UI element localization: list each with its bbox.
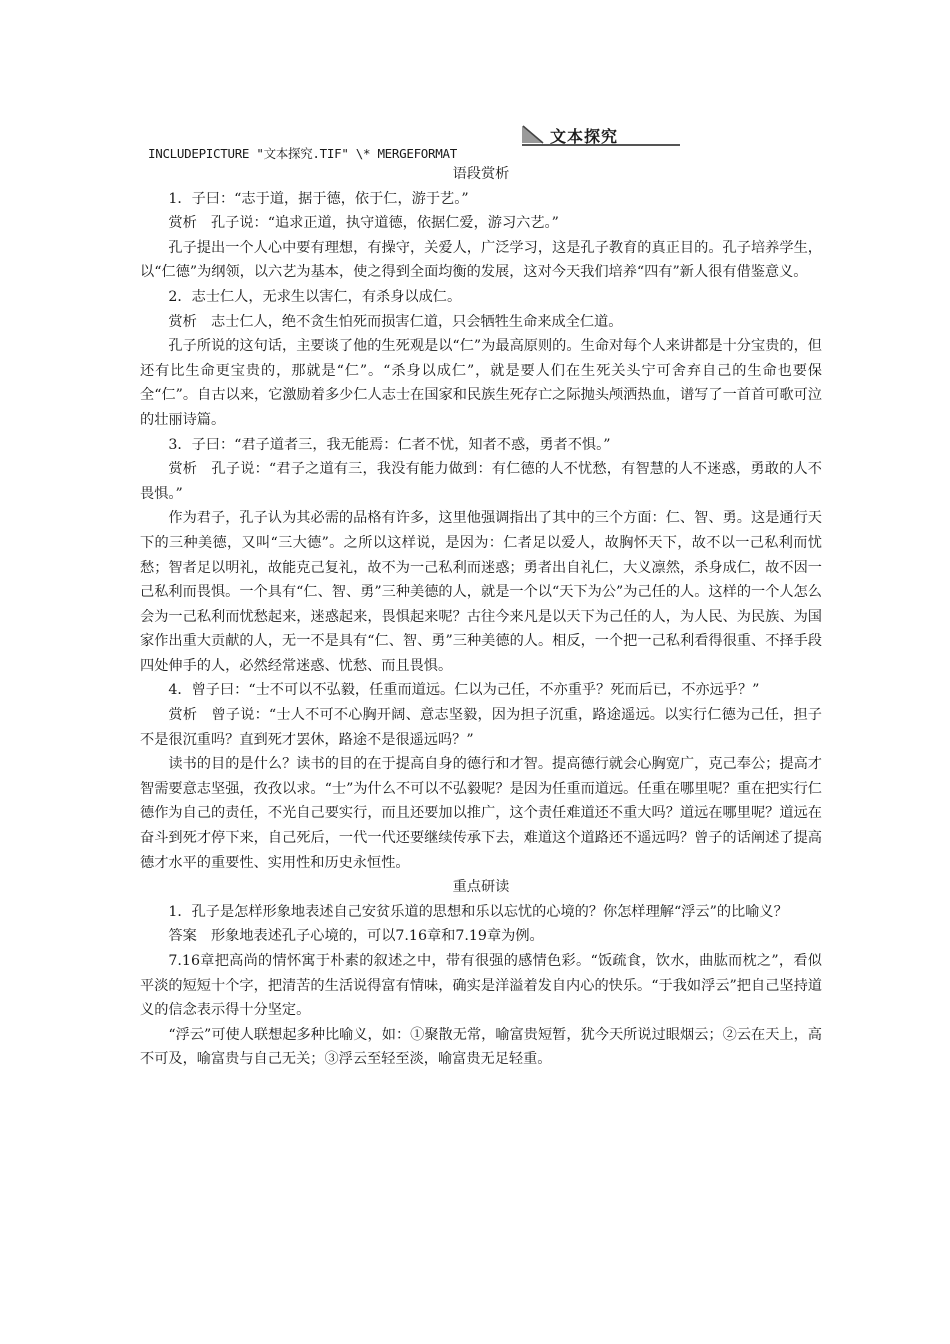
section-heading-key-reading: 重点研读: [452, 879, 510, 896]
paragraph: 赏析 孔子说：“君子之道有三，我没有能力做到：有仁德的人不忧愁，有智慧的人不迷惑，勇敢的人不畏惧。”: [140, 461, 822, 502]
paragraph: 赏析 曾子说：“士人不可不心胸开阔、意志坚毅，因为担子沉重，路途遥远。以实行仁德为己任，担子不是很沉重吗？直到死才罢休，路途不是很遥远吗？”: [140, 707, 822, 748]
paragraph: 3．子曰：“君子道者三，我无能焉：仁者不忧，知者不惑，勇者不惧。”: [168, 436, 611, 453]
field-code-text: INCLUDEPICTURE "文本探究.TIF" \* MERGEFORMAT: [148, 146, 457, 161]
paragraph: 2．志士仁人，无求生以害仁，有杀身以成仁。: [168, 288, 462, 305]
banner-rule: [522, 144, 680, 146]
paragraph: 读书的目的是什么？读书的目的在于提高自身的德行和才智。提高德行就会心胸宽广，克己奉公；提高才智需要意志坚强，孜孜以求。“士”为什么不可以不弘毅呢？是因为任重而道远。任重在哪里呢？重在把实行仁德作为自己的责任，不光自己要实行，而且还要加以推广，这个责任难道还不重大吗？道远在哪里呢？道远在奋斗到死才停下来，自己死后，一代一代还要继续传承下去，难道这个道路还不遥远吗？曾子的话阐述了提高德才水平的重要性、实用性和历史永恒性。: [140, 756, 822, 871]
paragraph: 孔子所说的这句话，主要谈了他的生死观是以“仁”为最高原则的。生命对每个人来讲都是十分宝贵的，但还有比生命更宝贵的，那就是“仁”。“杀身以成仁”，就是要人们在生死关头宁可舍弃自己的生命也要保全“仁”。自古以来，它激励着多少仁人志士在国家和民族生死存亡之际抛头颅洒热血，谱写了一首首可歌可泣的壮丽诗篇。: [140, 338, 822, 428]
paragraph: 作为君子，孔子认为其必需的品格有许多，这里他强调指出了其中的三个方面：仁、智、勇。这是通行天下的三种美德，又叫“三大德”。之所以这样说，是因为：仁者足以爱人，故胸怀天下，故不以一己私利而忧愁；智者足以明礼，故能克己复礼，故不为一己私利而迷惑；勇者出自礼仁，大义凛然，杀身成仁，故不因一己私利而畏惧。一个具有“仁、智、勇”三种美德的人，就是一个以“天下为公”为己任的人。这样的一个人怎么会为一己私利而忧愁起来，迷惑起来，畏惧起来呢？古往今来凡是以天下为己任的人，为人民、为民族、为国家作出重大贡献的人，无一不是具有“仁、智、勇”三种美德的人。相反，一个把一己私利看得很重、不择手段四处伸手的人，必然经常迷惑、忧愁、而且畏惧。: [140, 510, 822, 674]
paragraph: 4．曾子曰：“士不可以不弘毅，任重而道远。仁以为己任，不亦重乎？死而后已，不亦远乎？”: [168, 682, 760, 699]
document-body: [140, 162, 822, 1072]
paragraph: 孔子提出一个人心中要有理想，有操守，关爱人，广泛学习，这是孔子教育的真正目的。孔子培养学生，以“仁德”为纲领，以六艺为基本，使之得到全面均衡的发展，这对今天我们培养“四有”新人很有借鉴意义。: [140, 239, 822, 281]
paragraph: 1．孔子是怎样形象地表述自己安贫乐道的思想和乐以忘忧的心境的？你怎样理解“浮云”的比喻义？: [168, 903, 788, 920]
paragraph: 7.16章把高尚的情怀寓于朴素的叙述之中，带有很强的感情色彩。“饭疏食，饮水，曲肱而枕之”，看似平淡的短短十个字，把清苦的生活说得富有情味，确实是洋溢着发自内心的快乐。“于我如浮云”把自己坚持道义的信念表示得十分坚定。: [140, 953, 822, 1019]
paragraph: 1．子曰：“志于道，据于德，依于仁，游于艺。”: [168, 190, 469, 207]
paragraph: 答案 形象地表述孔子心境的，可以7.16章和7.19章为例。: [168, 928, 544, 945]
banner-title: 文本探究: [550, 127, 619, 146]
paragraph: 赏析 志士仁人，绝不贪生怕死而损害仁道，只会牺牲生命来成全仁道。: [168, 313, 623, 330]
corner-triangle-icon: [522, 124, 544, 144]
paragraph: “浮云”可使人联想起多种比喻义，如：①聚散无常，喻富贵短暂，犹今天所说过眼烟云；②云在天上，高不可及，喻富贵与自己无关；③浮云至轻至淡，喻富贵无足轻重。: [140, 1026, 822, 1068]
section-banner: [522, 124, 682, 148]
section-heading-analysis: 语段赏析: [452, 166, 510, 182]
paragraph: 赏析 孔子说：“追求正道，执守道德，依据仁爱，游习六艺。”: [168, 215, 559, 232]
